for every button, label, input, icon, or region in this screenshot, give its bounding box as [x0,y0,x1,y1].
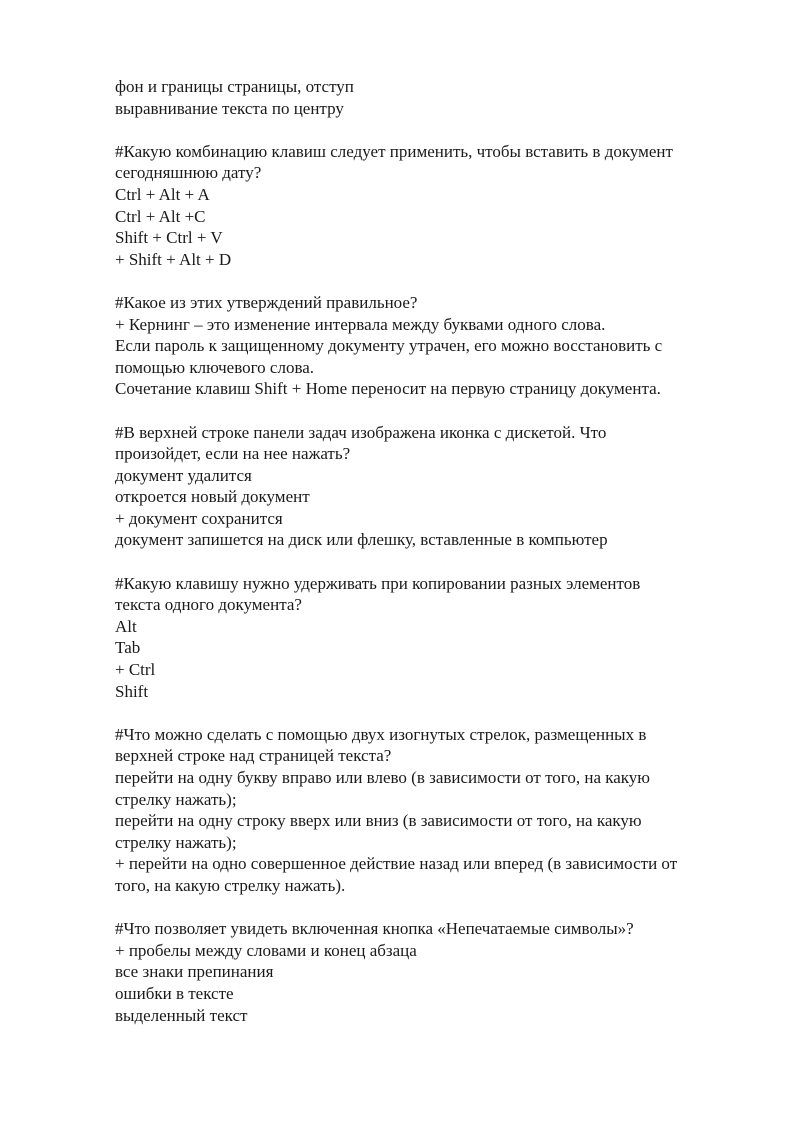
text-line: выделенный текст [115,1005,248,1025]
text-line: Ctrl + Alt +C [115,206,206,226]
text-line: + Shift + Alt + D [115,249,232,269]
text-line: Tab [115,638,141,658]
blank-line [115,551,755,573]
text-line: откроется новый документ [115,487,310,507]
text-line: Ctrl + Alt + A [115,184,210,204]
text-line: все знаки препинания [115,962,274,982]
text-line: фон и границы страницы, отступ [115,77,354,96]
blank-line [115,702,755,724]
text-line: документ запишется на диск или флешку, вставленные в компьютер [115,530,608,550]
text-line: ошибки в тексте [115,983,234,1003]
text-line: + перейти на одно совершенное действие назад или вперед (в зависимости от [115,854,678,874]
text-line: + пробелы между словами и конец абзаца [115,940,417,960]
text-line: документ удалится [115,465,252,485]
blank-line [115,400,755,422]
text-line: выравнивание текста по центру [115,98,344,118]
text-line: + Кернинг – это изменение интервала между буквами одного слова. [115,314,606,334]
text-line: перейти на одну строку вверх или вниз (в зависимости от того, на какую [115,811,642,831]
text-line: Alt [115,616,137,636]
text-line: #Какое из этих утверждений правильное? [115,292,418,312]
text-line: Сочетание клавиш Shift + Home переносит на первую страницу документа. [115,379,661,399]
blank-line [115,897,755,919]
document-text [115,76,755,1026]
text-line: #Какую клавишу нужно удерживать при копировании разных элементов [115,573,641,593]
blank-line [115,119,755,141]
text-line: Если пароль к защищенному документу утрачен, его можно восстановить с [115,336,663,356]
text-line: стрелку нажать); [115,832,237,852]
text-line: перейти на одну букву вправо или влево (в зависимости от того, на какую [115,768,651,787]
text-line: верхней строке над страницей текста? [115,746,392,766]
text-line: помощью ключевого слова. [115,357,315,377]
text-line: #Какую комбинацию клавиш следует применить, чтобы вставить в документ [115,141,673,161]
text-line: #Что позволяет увидеть включенная кнопка «Непечатаемые символы»? [115,919,634,939]
text-line: произойдет, если на нее нажать? [115,444,351,464]
text-line: #В верхней строке панели задач изображена иконка с дискетой. Что [115,422,607,442]
text-line: сегодняшнюю дату? [115,163,262,183]
text-line: того, на какую стрелку нажать). [115,875,346,895]
text-line: Shift [115,681,149,701]
text-line: + Ctrl [115,660,156,680]
text-line: + документ сохранится [115,508,283,528]
text-line: Shift + Ctrl + V [115,228,223,248]
text-line: текста одного документа? [115,595,302,615]
text-line: стрелку нажать); [115,789,237,809]
text-line: #Что можно сделать с помощью двух изогнутых стрелок, размещенных в [115,724,647,744]
blank-line [115,270,755,292]
